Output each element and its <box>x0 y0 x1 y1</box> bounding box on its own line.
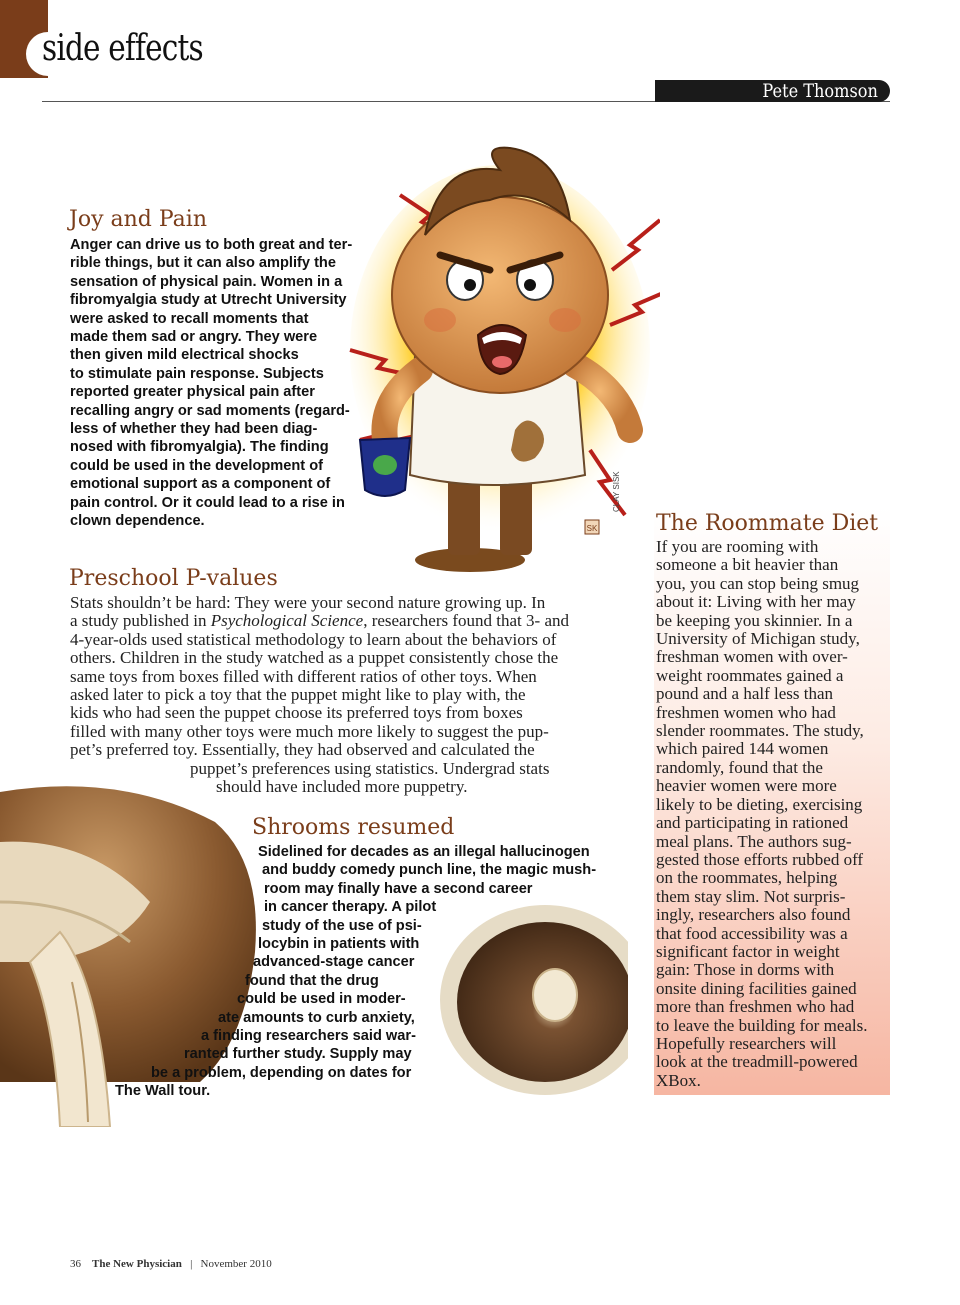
text-line: filled with many other toys were much more likely to suggest the pup- <box>70 721 549 741</box>
text-line: ate amounts to curb anxiety, <box>218 1009 415 1026</box>
text-line: room may finally have a second career <box>264 880 533 897</box>
text-line: them stay slim. Not surpris- <box>656 886 846 906</box>
roommate-body <box>656 538 888 1090</box>
text-line: advanced-stage cancer <box>253 954 415 971</box>
preschool-heading: Preschool P-values <box>69 566 278 591</box>
text-line: pet’s preferred toy. Essentially, they had observed and calculated the <box>70 740 535 760</box>
text-line: to stimulate pain response. Subjects <box>70 365 324 382</box>
shrooms-heading: Shrooms resumed <box>252 815 455 840</box>
text-line: locybin in patients with <box>258 936 420 953</box>
text-line: Anger can drive us to both great and ter- <box>70 237 353 253</box>
text-line: someone a bit heavier than <box>656 555 839 575</box>
text-line: heavier women were more <box>656 776 837 796</box>
text-line: Hopefully researchers will <box>656 1033 837 1053</box>
text-line: same toys from boxes filled with different ratios of other toys. When <box>70 666 537 686</box>
author-name: Pete Thomson <box>762 80 878 102</box>
text-line: ranted further study. Supply may <box>184 1046 412 1063</box>
text-line: ingly, researchers also found <box>656 905 851 925</box>
text-line: be a problem, depending on dates for <box>151 1064 412 1081</box>
text-line: gested those efforts rubbed off <box>656 849 864 869</box>
author-bar <box>655 80 890 102</box>
text-line: and buddy comedy punch line, the magic mush- <box>262 862 597 879</box>
text-line: others. Children in the study watched as a puppet consistently chose the <box>70 648 559 668</box>
text-line: significant factor in weight <box>656 941 840 961</box>
angry-man-illustration <box>330 140 660 580</box>
text-line: were asked to recall moments that <box>70 310 309 327</box>
text-line: sensation of physical pain. Women in a <box>70 273 343 290</box>
issue-date: November 2010 <box>200 1258 272 1270</box>
joy-and-pain-body <box>70 236 360 531</box>
text-line: If you are rooming with <box>656 537 819 556</box>
text-line: study of the use of psi- <box>262 917 422 934</box>
text-line: The Wall tour. <box>115 1083 211 1100</box>
text-line: nosed with fibromyalgia). The finding <box>70 439 329 456</box>
page-number: 36 <box>70 1258 81 1270</box>
text-line: about it: Living with her may <box>656 592 856 612</box>
text-line: more than freshmen who had <box>656 997 855 1017</box>
text-line: on the roommates, helping <box>656 868 838 888</box>
page-footer <box>70 1258 272 1270</box>
journal-name: Psychological Science <box>210 611 364 631</box>
text-line: then given mild electrical shocks <box>70 347 299 364</box>
text-line: likely to be dieting, exercising <box>656 794 863 814</box>
publication-name: The New Physician <box>92 1258 182 1270</box>
text-line: pain control. Or it could lead to a rise in <box>70 494 345 511</box>
text-line: weight roommates gained a <box>656 665 844 685</box>
artist-signature: SK <box>586 524 598 533</box>
text-line: slender roommates. The study, <box>656 721 864 741</box>
text-line: that food accessibility was a <box>656 923 848 943</box>
text-line: onsite dining facilities gained <box>656 978 857 998</box>
text-line: emotional support as a component of <box>70 476 331 493</box>
section-title: side effects <box>42 28 203 69</box>
text-line: gain: Those in dorms with <box>656 960 835 980</box>
text-line: look at the treadmill-powered <box>656 1052 858 1072</box>
text-line: and participating in rationed <box>656 813 849 833</box>
text-line: recalling angry or sad moments (regard- <box>70 402 350 419</box>
text-line: Stats shouldn’t be hard: They were your second nature growing up. In <box>70 593 546 612</box>
roommate-heading: The Roommate Diet <box>656 511 879 536</box>
text-line: be keeping you skinnier. In a <box>656 610 853 630</box>
text-line: less of whether they had been diag- <box>70 421 318 438</box>
text-line: made them sad or angry. They were <box>70 329 318 346</box>
text-line: pound and a half less than <box>656 684 834 704</box>
text-line: clown dependence. <box>70 513 205 530</box>
text-line: randomly, found that the <box>656 757 823 777</box>
footer-separator: | <box>190 1258 193 1270</box>
text-line: to leave the building for meals. <box>656 1015 868 1035</box>
shrooms-body <box>100 843 620 1101</box>
text-line: meal plans. The authors sug- <box>656 831 852 851</box>
text-line: freshmen women who had <box>656 702 836 722</box>
text-fragment: a study published in <box>70 611 211 631</box>
text-line: which paired 144 women <box>656 739 829 759</box>
text-line <box>70 612 610 630</box>
text-line: Sidelined for decades as an illegal hallucinogen <box>258 844 590 860</box>
illustration-credit: CLAY SISK <box>612 471 621 512</box>
text-line: found that the drug <box>245 972 379 989</box>
text-line: freshman women with over- <box>656 647 848 667</box>
text-line: rible things, but it can also amplify the <box>70 255 336 272</box>
text-line: 4-year-olds used statistical methodology to learn about the behaviors of <box>70 629 557 649</box>
text-line: could be used in the development of <box>70 457 323 474</box>
text-line: could be used in moder- <box>237 991 406 1008</box>
text-line: a finding researchers said war- <box>201 1028 416 1045</box>
text-line: asked later to pick a toy that the puppet might like to play with, the <box>70 685 526 705</box>
text-line: puppet’s preferences using statistics. Undergrad stats <box>190 758 550 778</box>
text-line: kids who had seen the puppet choose its preferred toys from boxes <box>70 703 523 723</box>
joy-and-pain-heading: Joy and Pain <box>69 207 207 232</box>
text-line: reported greater physical pain after <box>70 384 315 401</box>
text-line: you, you can stop being smug <box>656 573 860 593</box>
text-line: fibromyalgia study at Utrecht University <box>70 292 347 309</box>
text-line: XBox. <box>656 1070 701 1090</box>
text-fragment: , researchers found that 3- and <box>363 611 569 631</box>
preschool-body <box>70 594 610 796</box>
text-line: University of Michigan study, <box>656 629 860 649</box>
text-line: in cancer therapy. A pilot <box>264 899 437 916</box>
text-line: should have included more puppetry. <box>216 777 468 797</box>
